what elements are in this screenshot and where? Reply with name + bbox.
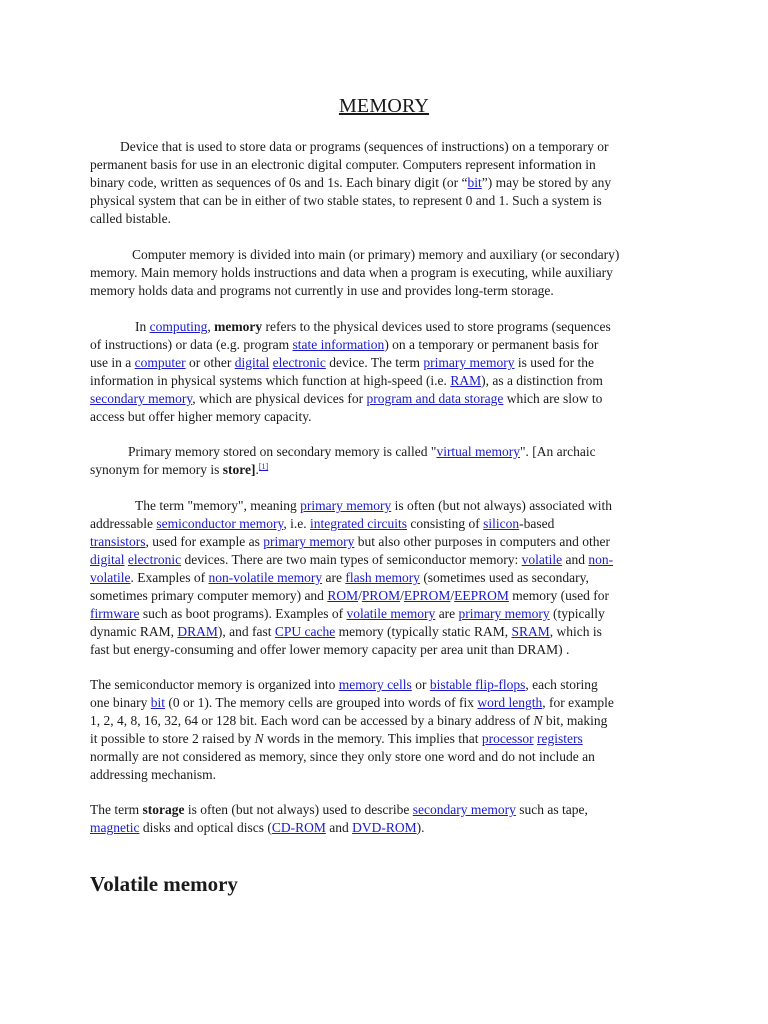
text-line [90, 372, 690, 390]
text-span: but also other purposes in computers and other [354, 534, 611, 549]
text-line: physical system that can be in either of two stable states, to represent 0 and 1. Such a system is [90, 193, 602, 208]
text-span: use in a [90, 355, 135, 370]
text-line [90, 174, 690, 192]
link-digital[interactable]: digital [234, 355, 270, 370]
paragraph-intro [90, 138, 690, 228]
link-secondary-memory[interactable]: secondary memory [412, 802, 516, 817]
text-span: are [435, 606, 459, 621]
link-word-length[interactable]: word length [477, 695, 543, 710]
link-bistable-flip-flops[interactable]: bistable flip-flops [429, 677, 526, 692]
link-eeprom[interactable]: EEPROM [454, 588, 509, 603]
link-secondary-memory[interactable]: secondary memory [90, 391, 193, 406]
text-span: and [325, 820, 353, 835]
link-computer[interactable]: computer [134, 355, 186, 370]
text-span: words in the memory. This implies that [263, 731, 482, 746]
link-registers[interactable]: registers [536, 731, 583, 746]
text-span: it possible to store 2 raised by [90, 731, 255, 746]
text-line: fast but energy-consuming and offer lower memory capacity per area unit than DRAM) . [90, 642, 570, 657]
link-bit[interactable]: bit [150, 695, 165, 710]
link-ram[interactable]: RAM [450, 373, 482, 388]
text-span: / [450, 588, 455, 603]
link-volatile[interactable]: volatile [521, 552, 563, 567]
link-sram[interactable]: SRAM [511, 624, 550, 639]
link-non-volatile-memory[interactable]: non-volatile memory [208, 570, 323, 585]
link-dram[interactable]: DRAM [177, 624, 218, 639]
italic-n: N [533, 713, 543, 728]
link-eprom[interactable]: EPROM [403, 588, 451, 603]
link-flash-memory[interactable]: flash memory [345, 570, 420, 585]
link-primary-memory[interactable]: primary memory [263, 534, 355, 549]
link-prom[interactable]: PROM [361, 588, 401, 603]
link-integrated-circuits[interactable]: integrated circuits [309, 516, 408, 531]
link-primary-memory[interactable]: primary memory [458, 606, 550, 621]
link-rom[interactable]: ROM [327, 588, 359, 603]
text-line: memory. Main memory holds instructions and data when a program is executing, while auxiliary [90, 265, 613, 280]
text-span: ), and fast [217, 624, 275, 639]
text-span: such as tape, [515, 802, 588, 817]
text-span: , which is [549, 624, 602, 639]
text-span: which are slow to [503, 391, 603, 406]
text-span: synonym for memory is [90, 462, 223, 477]
text-span: memory (used for [508, 588, 610, 603]
text-line [90, 694, 690, 712]
text-span: / [400, 588, 404, 603]
text-line: permanent basis for use in an electronic digital computer. Computers represent information in [90, 157, 596, 172]
text-span: ". [An archaic [520, 444, 596, 459]
text-span: binary code, written as sequences of 0s and 1s. Each binary digit (or “ [90, 175, 468, 190]
text-line [90, 318, 690, 336]
paragraph-virtual-memory [90, 443, 690, 479]
text-span: Primary memory stored on secondary memory is called " [128, 444, 437, 459]
text-line [90, 497, 690, 515]
link-program-data-storage[interactable]: program and data storage [366, 391, 504, 406]
text-line [90, 515, 690, 533]
text-line [90, 819, 690, 837]
text-span: , used for example as [145, 534, 264, 549]
page-title: MEMORY [338, 95, 430, 117]
footnote-link[interactable]: [1] [258, 462, 269, 471]
text-line: addressing mechanism. [90, 767, 216, 782]
paragraph-organization [90, 676, 690, 784]
text-line: called bistable. [90, 211, 171, 226]
text-span: sometimes primary computer memory) and [90, 588, 328, 603]
text-span: The semiconductor memory is organized into [90, 677, 339, 692]
text-span: ), as a distinction from [481, 373, 603, 388]
paragraph-divisions [90, 246, 690, 300]
text-span: of instructions) or data (e.g. program [90, 337, 293, 352]
text-span: and [562, 552, 589, 567]
text-line: memory holds data and programs not currently in use and provides long-term storage. [90, 283, 554, 298]
link-volatile-memory[interactable]: volatile memory [346, 606, 436, 621]
text-line: normally are not considered as memory, since they only store one word and do not include an [90, 749, 595, 764]
link-virtual-memory[interactable]: virtual memory [436, 444, 521, 459]
text-span: 1, 2, 4, 8, 16, 32, 64 or 128 bit. Each word can be accessed by a binary address of [90, 713, 534, 728]
text-line [90, 390, 690, 408]
text-span: The term [90, 802, 143, 817]
text-span: or other [185, 355, 235, 370]
link-non-volatile[interactable]: non- [588, 552, 614, 567]
text-span: or [411, 677, 430, 692]
link-electronic[interactable]: electronic [127, 552, 182, 567]
text-line [90, 354, 690, 372]
text-span: ). [416, 820, 425, 835]
text-span: (typically [549, 606, 605, 621]
text-span: consisting of [407, 516, 484, 531]
link-primary-memory[interactable]: primary memory [423, 355, 515, 370]
link-state-information[interactable]: state information [292, 337, 385, 352]
text-line [90, 336, 690, 354]
text-span: . [255, 462, 259, 477]
text-span: , i.e. [283, 516, 310, 531]
text-line [90, 461, 690, 479]
paragraph-computing [90, 318, 690, 426]
text-line [90, 443, 690, 461]
bold-store: store] [222, 462, 256, 477]
text-span: are [322, 570, 346, 585]
text-line [90, 569, 690, 587]
section-heading-volatile-memory: Volatile memory [90, 872, 238, 896]
text-span: bit, making [542, 713, 608, 728]
text-span: one binary [90, 695, 151, 710]
text-line [90, 801, 690, 819]
paragraph-storage [90, 801, 690, 837]
text-span: (sometimes used as secondary, [419, 570, 589, 585]
link-bit[interactable]: bit [467, 175, 482, 190]
text-span: devices. There are two main types of semiconductor memory: [181, 552, 522, 567]
text-span: is often (but not always) associated with [391, 498, 613, 513]
text-span: memory (typically static RAM, [335, 624, 512, 639]
link-magnetic[interactable]: magnetic [90, 820, 140, 835]
text-span: (0 or 1). The memory cells are grouped into words of fix [165, 695, 478, 710]
text-span: dynamic RAM, [90, 624, 178, 639]
text-span: such as boot programs). Examples of [139, 606, 347, 621]
link-electronic[interactable]: electronic [272, 355, 326, 370]
text-line [90, 551, 690, 569]
text-line: access but offer higher memory capacity. [90, 409, 312, 424]
link-cpu-cache[interactable]: CPU cache [274, 624, 336, 639]
text-line [90, 676, 690, 694]
text-span: . Examples of [130, 570, 209, 585]
link-processor[interactable]: processor [481, 731, 534, 746]
text-line: Computer memory is divided into main (or primary) memory and auxiliary (or secondary) [132, 247, 620, 262]
text-span: The term "memory", meaning [135, 498, 301, 513]
text-line [90, 712, 690, 730]
text-line [90, 533, 690, 551]
text-line [90, 730, 690, 748]
text-span: In [135, 319, 150, 334]
italic-n: N [254, 731, 264, 746]
link-semiconductor-memory[interactable]: semiconductor memory [156, 516, 284, 531]
text-span: addressable [90, 516, 157, 531]
text-span: device. The term [325, 355, 424, 370]
paragraph-semiconductor [90, 497, 690, 659]
link-silicon[interactable]: silicon [483, 516, 520, 531]
text-span: , which are physical devices for [192, 391, 367, 406]
text-line: Device that is used to store data or programs (sequences of instructions) on a temporary or [120, 139, 609, 154]
text-span: information in physical systems which function at high-speed (i.e. [90, 373, 451, 388]
bold-storage: storage [142, 802, 185, 817]
link-computing[interactable]: computing [149, 319, 208, 334]
link-transistors[interactable]: transistors [90, 534, 146, 549]
link-memory-cells[interactable]: memory cells [338, 677, 412, 692]
text-span: ) on a temporary or permanent basis for [384, 337, 599, 352]
link-digital[interactable]: digital [90, 552, 125, 567]
text-line [90, 623, 690, 641]
link-dvd-rom[interactable]: DVD-ROM [352, 820, 417, 835]
text-span: -based [519, 516, 555, 531]
text-span: / [358, 588, 362, 603]
link-non-volatile[interactable]: volatile [90, 570, 131, 585]
text-span: is often (but not always) used to describe [184, 802, 413, 817]
text-span: , each storing [525, 677, 598, 692]
text-span: is used for the [514, 355, 594, 370]
text-span: , [207, 319, 215, 334]
link-primary-memory[interactable]: primary memory [300, 498, 392, 513]
bold-memory: memory [214, 319, 263, 334]
link-firmware[interactable]: firmware [90, 606, 140, 621]
text-line [90, 587, 690, 605]
text-span: ”) may be stored by any [481, 175, 612, 190]
text-span: disks and optical discs ( [139, 820, 272, 835]
text-line [90, 605, 690, 623]
text-span: , for example [542, 695, 614, 710]
link-cd-rom[interactable]: CD-ROM [271, 820, 326, 835]
text-span: refers to the physical devices used to store programs (sequences [262, 319, 611, 334]
